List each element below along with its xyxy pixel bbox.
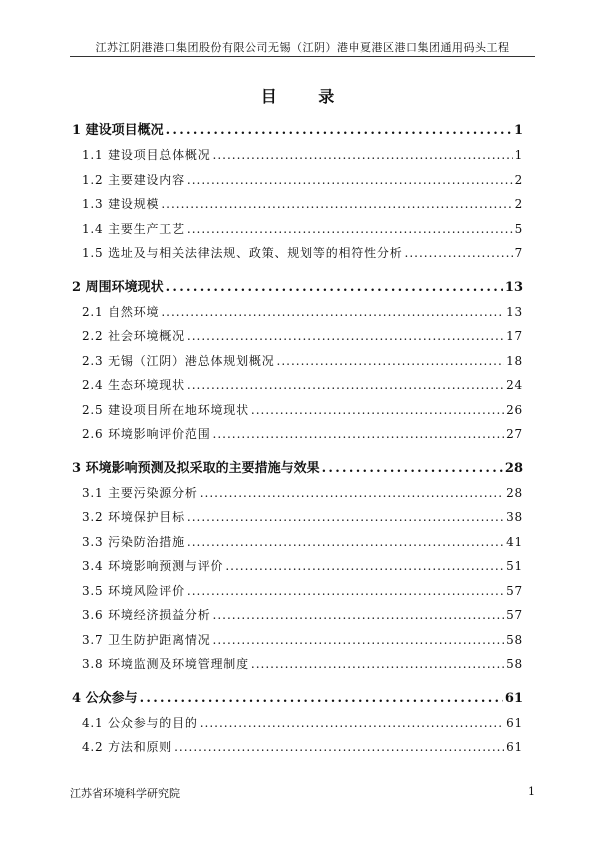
toc-section-label: 3.5 环境风险评价 bbox=[82, 583, 185, 598]
toc-section-label: 1.1 建设项目总体概况 bbox=[82, 148, 211, 162]
toc-section-entry[interactable] bbox=[72, 530, 523, 555]
toc-leader-dots bbox=[187, 530, 504, 555]
toc-page-number: 2 bbox=[514, 172, 523, 187]
toc-section-entry[interactable] bbox=[72, 652, 523, 677]
toc-section-entry[interactable] bbox=[72, 398, 523, 423]
toc-section-entry[interactable] bbox=[72, 324, 523, 349]
toc-chapter-label: 1 建设项目概况 bbox=[72, 123, 164, 138]
toc-chapter-label: 4 公众参与 bbox=[72, 690, 138, 706]
toc-title: 目 录 bbox=[260, 87, 353, 106]
toc-section-entry[interactable] bbox=[72, 481, 523, 506]
toc-leader-dots bbox=[225, 554, 504, 579]
toc-chapter-entry[interactable] bbox=[72, 275, 523, 300]
toc-page-number: 57 bbox=[506, 608, 523, 622]
toc-leader-dots bbox=[213, 143, 513, 168]
toc-section-label: 1.3 建设规模 bbox=[82, 197, 160, 211]
toc-chapter-entry[interactable] bbox=[72, 456, 523, 481]
toc-section-label: 2.6 环境影响评价范围 bbox=[82, 427, 211, 441]
toc-page-number: 26 bbox=[506, 402, 523, 417]
toc-leader-dots bbox=[251, 652, 504, 677]
toc-leader-dots bbox=[187, 505, 504, 530]
toc-page-number: 58 bbox=[506, 632, 523, 647]
toc-leader-dots bbox=[200, 711, 504, 736]
toc-leader-dots bbox=[200, 481, 504, 506]
toc-section-entry[interactable] bbox=[72, 143, 523, 168]
toc-section-label: 3.8 环境监测及环境管理制度 bbox=[82, 657, 249, 671]
toc-leader-dots bbox=[187, 373, 504, 398]
toc-page-number: 24 bbox=[506, 378, 523, 392]
toc-leader-dots bbox=[251, 398, 504, 423]
toc-page-number: 51 bbox=[506, 559, 523, 573]
toc-page-number: 28 bbox=[506, 485, 523, 500]
toc-chapter-entry[interactable] bbox=[72, 118, 523, 143]
toc-leader-dots bbox=[405, 241, 513, 266]
header-rule bbox=[70, 56, 535, 57]
toc-section-label: 1.2 主要建设内容 bbox=[82, 172, 185, 187]
toc-section-entry[interactable] bbox=[72, 579, 523, 604]
table-of-contents bbox=[72, 116, 523, 760]
toc-section-entry[interactable] bbox=[72, 373, 523, 398]
toc-section-entry[interactable] bbox=[72, 168, 523, 193]
footer-organization: 江苏省环境科学研究院 bbox=[70, 787, 180, 800]
toc-page-number: 7 bbox=[514, 246, 523, 260]
toc-page-number: 2 bbox=[514, 197, 523, 211]
toc-section-label: 2.2 社会环境概况 bbox=[82, 329, 185, 343]
toc-section-label: 2.3 无锡（江阴）港总体规划概况 bbox=[82, 353, 275, 368]
toc-section-label: 2.4 生态环境现状 bbox=[82, 378, 185, 392]
toc-leader-dots bbox=[187, 579, 504, 604]
toc-section-entry[interactable] bbox=[72, 241, 523, 266]
toc-section-label: 4.2 方法和原则 bbox=[82, 740, 173, 754]
toc-page-number: 17 bbox=[506, 329, 523, 343]
toc-section-entry[interactable] bbox=[72, 735, 523, 760]
toc-section-label: 3.1 主要污染源分析 bbox=[82, 485, 198, 500]
toc-leader-dots bbox=[213, 422, 505, 447]
toc-page-number: 1 bbox=[513, 123, 523, 138]
toc-chapter-label: 3 环境影响预测及拟采取的主要措施与效果 bbox=[72, 460, 320, 476]
toc-section-label: 1.4 主要生产工艺 bbox=[82, 221, 185, 236]
toc-page-number: 13 bbox=[506, 304, 523, 319]
toc-section-label: 2.5 建设项目所在地环境现状 bbox=[82, 402, 249, 417]
toc-section-entry[interactable] bbox=[72, 505, 523, 530]
toc-section-entry[interactable] bbox=[72, 628, 523, 653]
toc-chapter-label: 2 周围环境现状 bbox=[72, 279, 164, 295]
toc-page-number: 61 bbox=[506, 715, 523, 730]
toc-leader-dots bbox=[187, 217, 513, 242]
toc-section-entry[interactable] bbox=[72, 603, 523, 628]
toc-page-number: 13 bbox=[504, 279, 523, 295]
toc-leader-dots bbox=[166, 118, 512, 143]
toc-section-label: 3.7 卫生防护距离情况 bbox=[82, 632, 211, 647]
toc-leader-dots bbox=[161, 192, 512, 217]
running-header: 江苏江阴港港口集团股份有限公司无锡（江阴）港申夏港区港口集团通用码头工程 bbox=[95, 41, 510, 54]
toc-leader-dots bbox=[161, 300, 504, 325]
toc-section-label: 1.5 选址及与相关法律法规、政策、规划等的相符性分析 bbox=[82, 246, 403, 260]
toc-section-label: 2.1 自然环境 bbox=[82, 304, 160, 319]
page-footer bbox=[70, 785, 535, 801]
toc-section-label: 3.6 环境经济损益分析 bbox=[82, 608, 211, 622]
toc-page-number: 28 bbox=[504, 460, 523, 476]
toc-leader-dots bbox=[174, 735, 504, 760]
toc-leader-dots bbox=[166, 275, 503, 300]
toc-leader-dots bbox=[213, 603, 505, 628]
toc-page-number: 57 bbox=[506, 583, 523, 598]
toc-section-label: 3.3 污染防治措施 bbox=[82, 534, 185, 549]
toc-leader-dots bbox=[322, 456, 503, 481]
toc-section-entry[interactable] bbox=[72, 349, 523, 374]
toc-page-number: 61 bbox=[506, 740, 523, 754]
toc-page-number: 38 bbox=[506, 510, 523, 524]
toc-section-label: 3.4 环境影响预测与评价 bbox=[82, 559, 224, 573]
toc-section-entry[interactable] bbox=[72, 217, 523, 242]
toc-page-number: 41 bbox=[506, 534, 523, 549]
toc-leader-dots bbox=[187, 168, 513, 193]
footer-page-number: 1 bbox=[528, 785, 535, 798]
toc-section-label: 4.1 公众参与的目的 bbox=[82, 715, 198, 730]
toc-leader-dots bbox=[213, 628, 505, 653]
toc-section-entry[interactable] bbox=[72, 192, 523, 217]
toc-page-number: 1 bbox=[514, 148, 523, 162]
toc-page-number: 58 bbox=[506, 657, 523, 671]
toc-chapter-entry[interactable] bbox=[72, 686, 523, 711]
toc-leader-dots bbox=[277, 349, 505, 374]
toc-section-entry[interactable] bbox=[72, 711, 523, 736]
toc-leader-dots bbox=[140, 686, 503, 711]
toc-page-number: 27 bbox=[506, 427, 523, 441]
toc-page-number: 18 bbox=[506, 353, 523, 368]
toc-page-number: 61 bbox=[504, 690, 523, 706]
toc-section-entry[interactable] bbox=[72, 554, 523, 579]
toc-section-entry[interactable] bbox=[72, 300, 523, 325]
toc-leader-dots bbox=[187, 324, 504, 349]
toc-page-number: 5 bbox=[514, 221, 523, 236]
toc-section-entry[interactable] bbox=[72, 422, 523, 447]
toc-section-label: 3.2 环境保护目标 bbox=[82, 510, 185, 524]
